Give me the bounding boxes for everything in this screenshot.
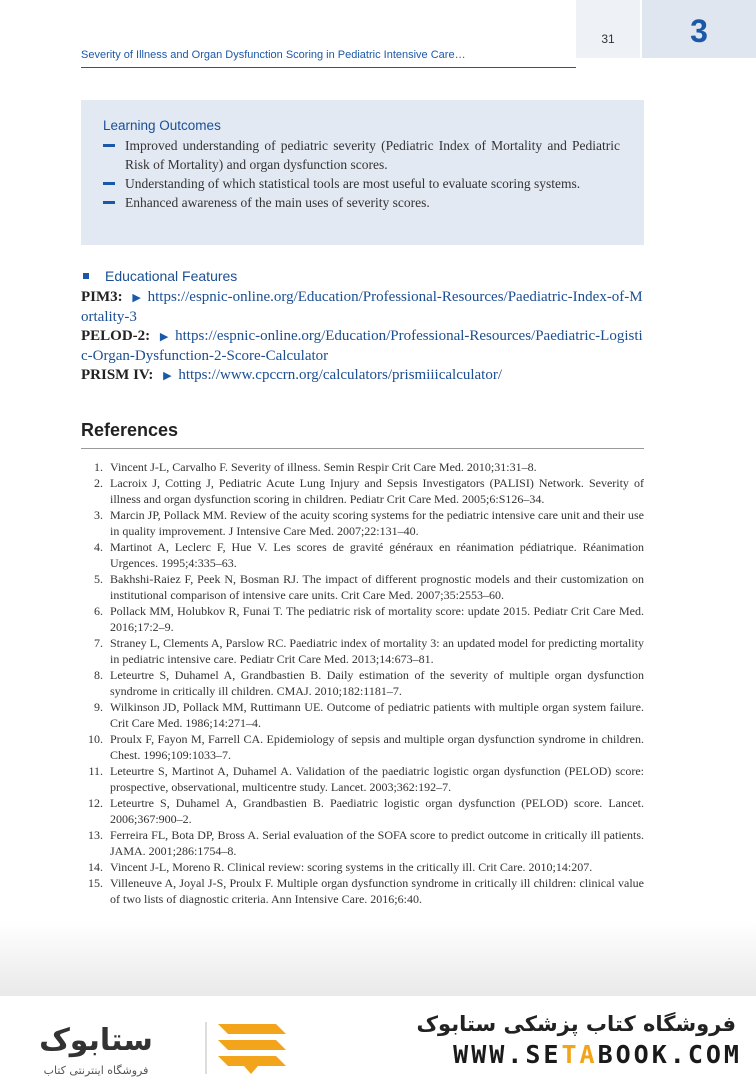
- educational-features-title: Educational Features: [81, 268, 237, 284]
- reference-item: 10. Proulx F, Fayon M, Farrell CA. Epidemiology of sepsis and multiple organ dysfunction syndrome in children. Chest. 1996;109:1033–7.: [88, 732, 644, 762]
- page-number: 31: [576, 0, 640, 58]
- dash-bullet-icon: [103, 182, 115, 185]
- reference-item: 1. Vincent J-L, Carvalho F. Severity of illness. Semin Respir Crit Care Med. 2010;31:31–8.: [94, 460, 537, 474]
- learning-outcomes-box: [81, 100, 644, 245]
- dash-bullet-icon: [103, 201, 115, 204]
- feature-row-pelod2: PELOD-2: ▶ https://espnic-online.org/Education/Professional-Resources/Paediatric-Logistic-Organ-Dysfunction-2-Score-Calculator: [81, 328, 643, 364]
- arrow-right-icon: ▶: [163, 370, 172, 382]
- educational-features-list: [81, 288, 644, 386]
- feature-row-prism4: PRISM IV: ▶ https://www.cpccrn.org/calculators/prismiiicalculator/: [81, 367, 503, 383]
- square-bullet-icon: [83, 273, 89, 279]
- reference-item: 2. Lacroix J, Cotting J, Pediatric Acute Lung Injury and Sepsis Investigators (PALISI) Network. Severity of illness and organ dysfunction scoring in children. Pediatr Crit Care Med. 2005;6:S126–34.: [94, 476, 644, 506]
- reference-item: 14. Vincent J-L, Moreno R. Clinical review: scoring systems in the critically ill. Crit Care. 2010;14:207.: [88, 860, 593, 874]
- learning-outcome-item: Improved understanding of pediatric severity (Pediatric Index of Mortality and Pediatric Risk of Mortality) and organ dysfunction scores.: [103, 136, 620, 174]
- learning-outcomes-title: Learning Outcomes: [103, 118, 221, 133]
- link-prism4[interactable]: https://www.cpccrn.org/calculators/prismiiicalculator/: [178, 367, 503, 383]
- reference-item: 15. Villeneuve A, Joyal J-S, Proulx F. Multiple organ dysfunction syndrome in critically ill children: clinical value of two lists of diagnostic criteria. Ann Intensive Care. 2016;6:40.: [88, 876, 644, 906]
- setabook-logo: [36, 1016, 296, 1080]
- link-pim3[interactable]: https://espnic-online.org/Education/Professional-Resources/Paediatric-Index-of-Mortality-3: [81, 289, 643, 325]
- footer-fade: [0, 920, 756, 1000]
- reference-item: 13. Ferreira FL, Bota DP, Bross A. Serial evaluation of the SOFA score to predict outcome in critically ill patients. JAMA. 2001;286:1754–8.: [88, 828, 644, 858]
- logo-caption: فروشگاه اینترنتی کتاب: [43, 1064, 149, 1077]
- reference-item: 9. Wilkinson JD, Pollack MM, Ruttimann UE. Outcome of pediatric patients with multiple organ system failure. Crit Care Med. 1986;14:271–4.: [94, 700, 644, 730]
- arrow-right-icon: ▶: [159, 331, 169, 343]
- logo-mark-icon: [218, 1024, 286, 1074]
- reference-item: 11. Leteurtre S, Martinot A, Duhamel A. Validation of the paediatric logistic organ dysfunction (PELOD) score: prospective, observational, multicentre study. Lancet. 2003;362:192–7.: [88, 764, 644, 794]
- feature-row-pim3: PIM3: ▶ https://espnic-online.org/Education/Professional-Resources/Paediatric-Index-of-Mortality-3: [81, 289, 643, 325]
- reference-item: 8. Leteurtre S, Duhamel A, Grandbastien B. Daily estimation of the severity of multiple organ dysfunction syndrome in critically ill children. CMAJ. 2010;182:1181–7.: [94, 668, 644, 698]
- running-title: Severity of Illness and Organ Dysfunction Scoring in Pediatric Intensive Care…: [81, 49, 466, 61]
- shop-name: فروشگاه کتاب پزشکی ستابوک: [416, 1012, 736, 1036]
- learning-outcome-item: Enhanced awareness of the main uses of severity scores.: [103, 193, 620, 212]
- header-divider: [81, 67, 576, 68]
- logo-wordmark: ستابوک: [39, 1023, 153, 1058]
- chapter-number: 3: [642, 0, 756, 58]
- arrow-right-icon: ▶: [132, 292, 141, 304]
- reference-item: 12. Leteurtre S, Duhamel A, Grandbastien B. Paediatric logistic organ dysfunction (PELOD) score. Lancet. 2006;367:900–2.: [88, 796, 644, 826]
- references-list: [81, 459, 644, 907]
- learning-outcome-item: Understanding of which statistical tools are most useful to evaluate scoring systems.: [103, 174, 620, 193]
- reference-item: 6. Pollack MM, Holubkov R, Funai T. The pediatric risk of mortality score: update 2015. Pediatr Crit Care Med. 2016;17:2–9.: [94, 604, 644, 634]
- references-divider: [81, 448, 644, 449]
- shop-url[interactable]: WWW.SETABOOK.COM: [453, 1040, 742, 1069]
- reference-item: 5. Bakhshi-Raiez F, Peek N, Bosman RJ. The impact of different prognostic models and their customization on institutional comparison of intensive care units. Crit Care Med. 2007;35:2553–60.: [94, 572, 644, 602]
- reference-item: 4. Martinot A, Leclerc F, Hue V. Les scores de gravité généraux en réanimation pédiatrique. Réanimation Urgences. 1995;4:335–63.: [94, 540, 644, 570]
- link-pelod2[interactable]: https://espnic-online.org/Education/Professional-Resources/Paediatric-Logistic-Organ-Dysfunction-2-Score-Calculator: [81, 328, 643, 364]
- reference-item: 3. Marcin JP, Pollack MM. Review of the acuity scoring systems for the pediatric intensive care unit and their use in quality improvement. J Intensive Care Med. 2007;22:131–40.: [94, 508, 644, 538]
- dash-bullet-icon: [103, 144, 115, 147]
- references-heading: References: [81, 420, 179, 440]
- reference-item: 7. Straney L, Clements A, Parslow RC. Paediatric index of mortality 3: an updated model for predicting mortality in pediatric intensive care. Pediatr Crit Care Med. 2013;14:673–81.: [94, 636, 644, 666]
